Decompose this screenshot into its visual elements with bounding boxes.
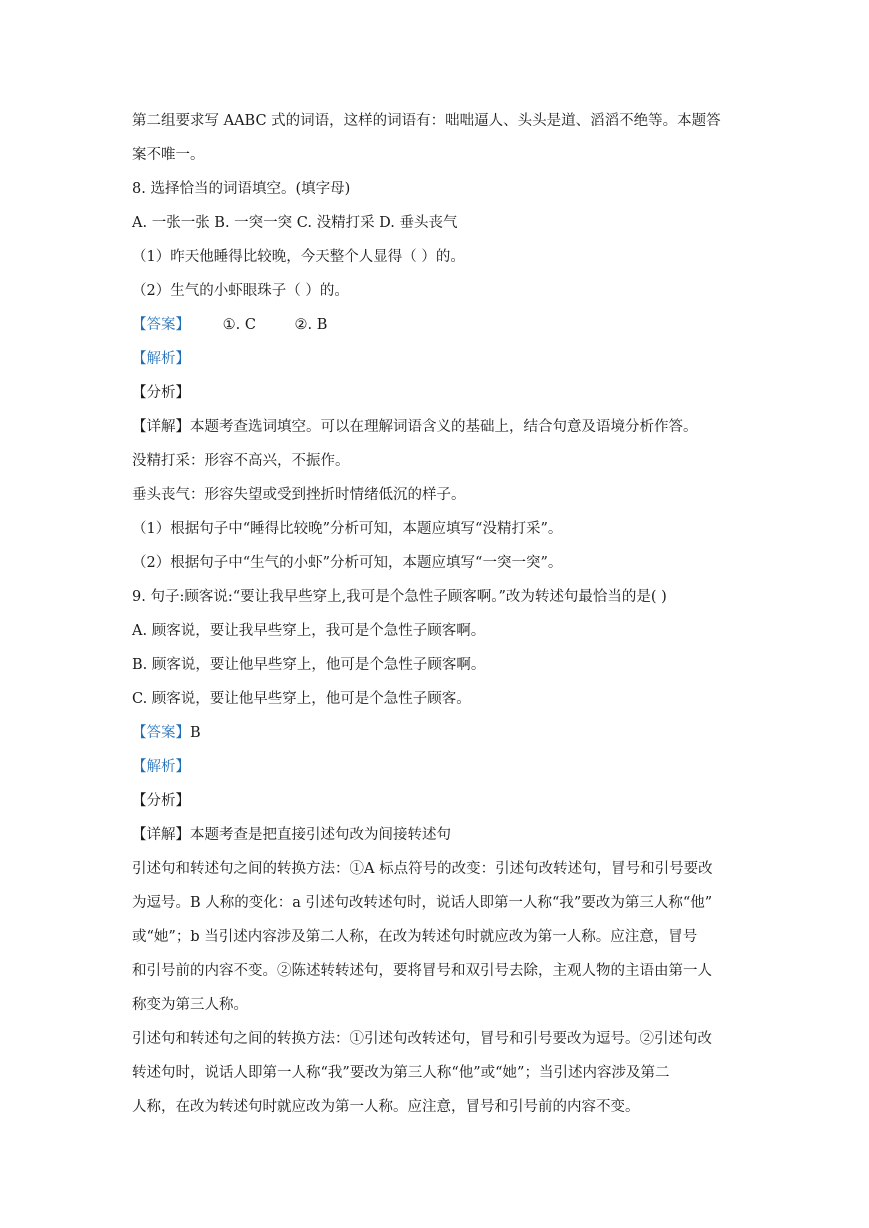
prev-text-line: 案不唯一。 xyxy=(132,147,205,163)
definition-line: 垂头丧气：形容失望或受到挫折时情绪低沉的样子。 xyxy=(132,487,466,503)
answer-value-2: ②. B xyxy=(294,317,328,333)
answer-value: B xyxy=(190,725,201,741)
paragraph-line: 人称，在改为转述句时就应改为第一人称。应注意，冒号和引号前的内容不变。 xyxy=(132,1099,640,1115)
paragraph-line: 和引号前的内容不变。②陈述转转述句，要将冒号和双引号去除，主观人物的主语由第一人 xyxy=(132,963,712,979)
question-9-stem: 9. 句子:顾客说:“要让我早些穿上,我可是个急性子顾客啊。”改为转述句最恰当的是( ) xyxy=(132,589,667,605)
jiexi-tag: 【解析】 xyxy=(132,759,190,775)
question-8-stem: 8. 选择恰当的词语填空。(填字母) xyxy=(132,181,351,197)
question-8-options: A. 一张一张 B. 一突一突 C. 没精打采 D. 垂头丧气 xyxy=(132,215,458,231)
paragraph-line: 为逗号。B 人称的变化：a 引述句改转述句时，说话人即第一人称“我”要改为第三人称“他” xyxy=(132,895,713,911)
answer-tag: 【答案】 xyxy=(132,317,190,333)
detail-line: 【详解】本题考查选词填空。可以在理解词语含义的基础上，结合句意及语境分析作答。 xyxy=(132,419,698,435)
answer-value-1: ①. C xyxy=(222,317,256,333)
question-8-sentence-2: （2）生气的小虾眼珠子（ ）的。 xyxy=(132,283,349,299)
question-8-answer xyxy=(132,308,744,342)
definition-line: 没精打采：形容不高兴，不振作。 xyxy=(132,453,350,469)
paragraph-line: 引述句和转述句之间的转换方法：①引述句改转述句，冒号和引号要改为逗号。②引述句改 xyxy=(132,1031,712,1047)
paragraph-line: 或“她”；b 当引述内容涉及第二人称，在改为转述句时就应改为第一人称。应注意，冒号 xyxy=(132,929,698,945)
paragraph-line: 转述句时，说话人即第一人称“我”要改为第三人称“他”或“她”；当引述内容涉及第二 xyxy=(132,1065,670,1081)
explanation-line: （1）根据句子中“睡得比较晚”分析可知，本题应填写“没精打采”。 xyxy=(132,521,563,537)
question-9-answer xyxy=(132,716,744,750)
detail-line: 【详解】本题考查是把直接引述句改为间接转述句 xyxy=(132,827,451,843)
fenxi-tag: 【分析】 xyxy=(132,385,190,401)
paragraph-line: 引述句和转述句之间的转换方法：①A 标点符号的改变：引述句改转述句，冒号和引号要改 xyxy=(132,861,713,877)
page-content xyxy=(132,104,744,1124)
question-9-option-b: B. 顾客说，要让他早些穿上，他可是个急性子顾客啊。 xyxy=(132,657,486,673)
jiexi-tag: 【解析】 xyxy=(132,351,190,367)
question-8-sentence-1: （1）昨天他睡得比较晚，今天整个人显得（ ）的。 xyxy=(132,249,465,265)
prev-text-line: 第二组要求写 AABC 式的词语，这样的词语有：咄咄逼人、头头是道、滔滔不绝等。本题答 xyxy=(132,113,721,129)
question-9-option-a: A. 顾客说，要让我早些穿上，我可是个急性子顾客啊。 xyxy=(132,623,486,639)
fenxi-tag: 【分析】 xyxy=(132,793,190,809)
answer-tag: 【答案】 xyxy=(132,725,190,741)
paragraph-line: 称变为第三人称。 xyxy=(132,997,248,1013)
explanation-line: （2）根据句子中“生气的小虾”分析可知，本题应填写“一突一突”。 xyxy=(132,555,563,571)
question-9-option-c: C. 顾客说，要让他早些穿上，他可是个急性子顾客。 xyxy=(132,691,471,707)
